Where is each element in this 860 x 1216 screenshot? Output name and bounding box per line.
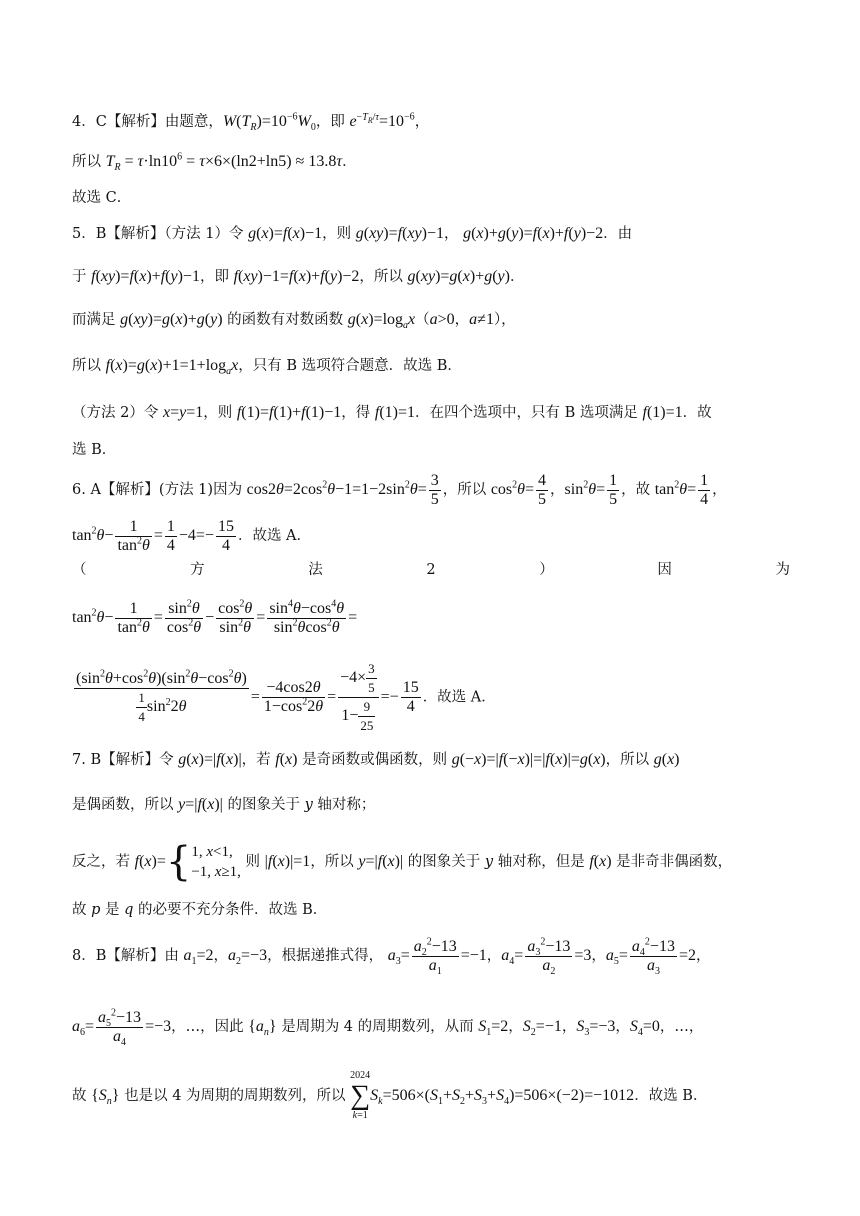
p5-line-4: 所以 $f(x)=g(x)+1=1+\log_ax$，只有 B 选项符合题意．故选 B． [72,357,462,378]
p4-line-2: 所以 $T_R = \tau\cdot\ln 10^6 = \tau\times 6\times(\ln 2+\ln 5) \approx 13.8\tau$． [72,151,357,174]
p5-line-1: 5．B【解析】（方法 1）令 g(x)=f(x)−1，则 g(xy)=f(xy)−1， g(x)+g(y)=f(x)+f(y)−2．由 [72,225,633,242]
p6-line-1: 6. A【解析】(方法 1)因为 $\cos 2\theta=2\cos^2\theta-1=1-2\sin^2\theta=$ $\frac{3}{5}$ ，所以 $\cos^2\theta=$ $\frac{4}{5}$ ，$\sin^2\theta=$ $\frac{1}{5}$ ，故 $\tan^2\theta=$ $\frac{1}{4}$ ， [72,471,727,508]
p6-line-4: $\tan^2\theta-$ $\frac{1}{\tan^2\theta}$ = $\frac{\sin^2\theta}{\cos^2\theta}$ − $\frac{\cos^2\theta}{\sin^2\theta}$ = $\frac{\sin^4\theta-\cos^4\theta}{\sin^2\theta\cos^2\theta}$ = [72,598,358,636]
p7-line-4: 故 p 是 q 的必要不充分条件．故选 B． [72,902,328,918]
p6-line-2: $\tan^2\theta-$ $\frac{1}{\tan^2\theta}$ = $\frac{1}{4}$ −4=− $\frac{15}{4}$ ．故选 A． [72,517,312,554]
p8-line-3: 故 $\{S_n\}$ 也是以 4 为周期的周期数列，所以 2024 ∑ k=1 $S_k=506\times(S_1+S_2+S_3+S_4)=506\times(-2)=-1012$．故选 B． [72,1070,708,1121]
p7-line-2: 是偶函数，所以 y=|f(x)| 的图象关于 y 轴对称； [72,796,376,813]
p4-line-1: 4．C【解析】由题意，$W(T_R)=10^{-6}W_0$，即 $e^{-T_R/\tau}=10^{-6}$， [72,111,430,134]
p5-line-6: 选 B． [72,442,117,458]
p8-line-2: $a_6=$ $\frac{a_5^2-13}{a_4}$ =−3，…，因此 $\{a_n\}$ 是周期为 4 的周期数列，从而 $S_1=2$，$S_2=-1$，$S_3=-3$，$S_4=0$，…， [72,1007,704,1048]
p6-line-3: （ 方 法 2 ） 因 为 [72,562,790,578]
p6-line-5: $(\sin^2\theta+\cos^2\theta)(\sin^2\theta-\cos^2\theta)$ $\frac{1}{4}$ $\sin^22\theta$ = $\frac{-4\cos 2\theta}{1-\cos^22\theta}$ = −4× $\frac{3}{5}$ 1− $\frac{9}{25}$ =− $\frac{15}{4}$ ．故选 A． [76,661,496,733]
p7-line-1: 7. B【解析】令 g(x)=|f(x)|，若 f(x) 是奇函数或偶函数，则 g(−x)=|f(−x)|=|f(x)|=g(x)，所以 g(x) [72,751,680,768]
p5-line-3: 而满足 g(xy)=g(x)+g(y) 的函数有对数函数 $g(x)=\log_ax(a>0$，a≠1）， [72,311,516,332]
p4-line-3: 故选 C． [72,190,132,206]
p7-line-3: 反之，若 f(x)={ 1, x<1, −1, x≥1, 则 |f(x)|=1，所以 y=|f(x)| 的图象关于 y 轴对称，但是 f(x) 是非奇非偶函数， [72,839,733,885]
p8-line-1: 8．B【解析】由 $a_1=2$，$a_2=-3$，根据递推式得， $a_3=$ $\frac{a_2^2-13}{a_1}$ =−1，$a_4=$ $\frac{a_3^2-13}{a_2}$ =3，$a_5=$ $\frac{a_4^2-13}{a_3}$ =2， [72,936,711,977]
p5-line-2: 于 f(xy)=f(x)+f(y)−1，即 f(xy)−1=f(x)+f(y)−2，所以 g(xy)=g(x)+g(y)． [72,268,525,285]
p5-line-5: （方法 2）令 x=y=1，则 f(1)=f(1)+f(1)−1，得 f(1)=1．在四个选项中，只有 B 选项满足 f(1)=1．故 [72,404,712,421]
